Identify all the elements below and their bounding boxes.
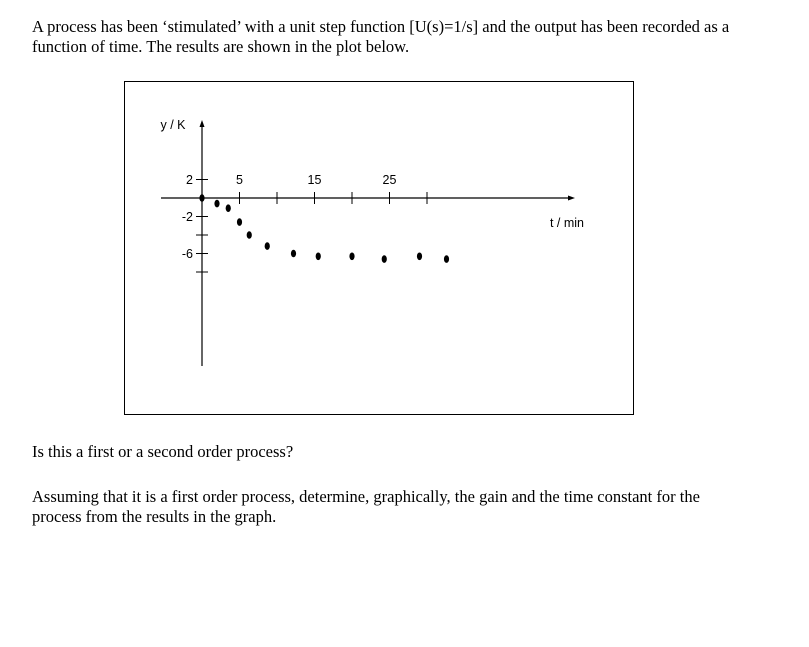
- x-axis-arrowhead: [568, 196, 575, 201]
- data-point: [265, 242, 270, 250]
- x-tick-label: 25: [382, 173, 397, 187]
- question-gain-time-constant-text: Assuming that it is a first order process, determine, graphically, the gain and the time constant for the process from the results in the graph.: [32, 487, 700, 526]
- y-axis-label: y / K: [160, 118, 186, 132]
- data-point: [247, 231, 252, 239]
- data-point: [417, 252, 422, 260]
- data-point: [382, 255, 387, 263]
- data-point: [291, 250, 296, 258]
- y-tick-label: -6: [181, 247, 193, 261]
- data-point: [237, 218, 242, 226]
- y-tick-label: 2: [186, 173, 193, 187]
- data-point: [226, 204, 231, 212]
- data-point: [444, 255, 449, 263]
- data-point: [199, 194, 204, 202]
- y-axis-arrowhead: [200, 120, 205, 127]
- x-tick-label: 15: [307, 173, 322, 187]
- x-tick-label: 5: [236, 173, 243, 187]
- plot-frame: [124, 81, 634, 415]
- data-point: [214, 200, 219, 208]
- data-point: [316, 252, 321, 260]
- y-tick-label: -2: [181, 210, 193, 224]
- x-axis-label: t / min: [549, 216, 585, 230]
- problem-intro-text: A process has been ‘stimulated’ with a unit step function [U(s)=1/s] and the output has been recorded as a function of time. The results are shown in the plot below.: [32, 17, 730, 56]
- question-order-text: Is this a first or a second order process?: [32, 442, 294, 461]
- data-point: [349, 252, 354, 260]
- step-response-scatter-chart: [125, 82, 635, 416]
